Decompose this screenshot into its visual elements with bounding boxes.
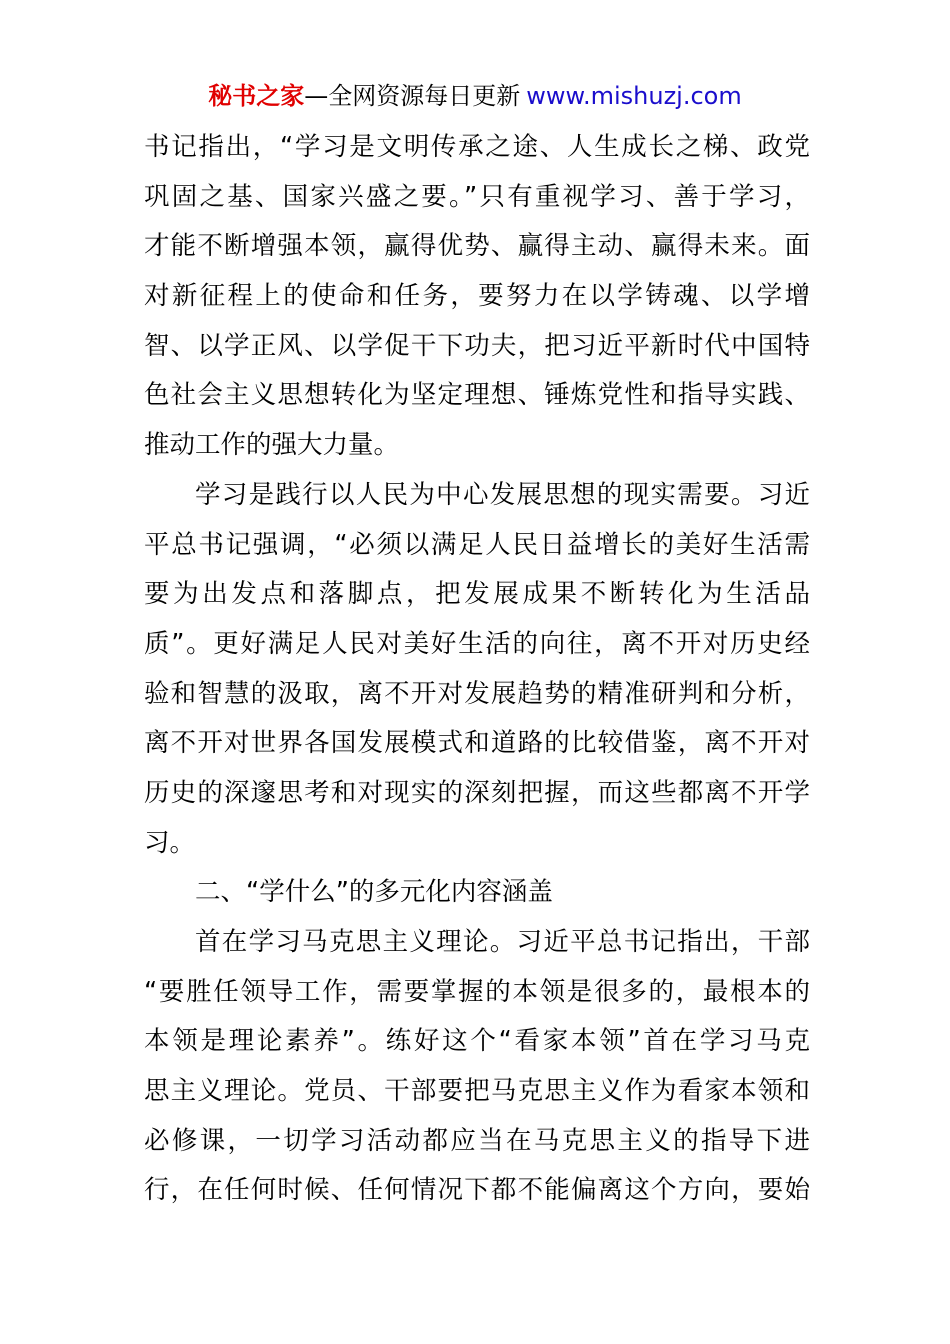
text-line: 要为出发点和落脚点，把发展成果不断转化为生活品 bbox=[144, 579, 810, 610]
text-line: 推动工作的强大力量。 bbox=[144, 430, 400, 461]
text-line: 验和智慧的汲取，离不开对发展趋势的精准研判和分析， bbox=[144, 678, 810, 709]
text-line: 历史的深邃思考和对现实的深刻把握，而这些都离不开学 bbox=[144, 777, 810, 808]
site-header bbox=[0, 80, 950, 112]
text-line: 行，在任何时候、任何情况下都不能偏离这个方向，要始 bbox=[144, 1175, 810, 1206]
text-line: 才能不断增强本领，赢得优势、赢得主动、赢得未来。面 bbox=[144, 231, 810, 262]
text-line: 本领是理论素养”。练好这个“看家本领”首在学习马克 bbox=[144, 1026, 810, 1057]
paragraph-start-line: 首在学习马克思主义理论。习近平总书记指出，干部 bbox=[195, 927, 810, 957]
text-line: 智、以学正风、以学促干下功夫，把习近平新时代中国特 bbox=[144, 330, 810, 361]
document-body bbox=[144, 123, 810, 1216]
text-line: 离不开对世界各国发展模式和道路的比较借鉴，离不开对 bbox=[144, 728, 810, 759]
text-line: 习。 bbox=[144, 827, 196, 858]
site-url[interactable]: www.mishuzj.com bbox=[526, 82, 742, 110]
header-tagline: —全网资源每日更新 bbox=[304, 82, 521, 110]
text-line: 必修课，一切学习活动都应当在马克思主义的指导下进 bbox=[144, 1125, 810, 1156]
text-line: “要胜任领导工作，需要掌握的本领是很多的，最根本的 bbox=[144, 976, 810, 1007]
text-line: 巩固之基、国家兴盛之要。”只有重视学习、善于学习， bbox=[144, 181, 810, 212]
text-line: 书记指出，“学习是文明传承之途、人生成长之梯、政党 bbox=[144, 132, 810, 162]
brand-name: 秘书之家 bbox=[208, 82, 305, 110]
text-line: 平总书记强调，“必须以满足人民日益增长的美好生活需 bbox=[144, 529, 810, 560]
text-line: 质”。更好满足人民对美好生活的向往，离不开对历史经 bbox=[144, 628, 810, 659]
paragraph-start-line: 学习是践行以人民为中心发展思想的现实需要。习近 bbox=[195, 479, 810, 510]
text-line: 思主义理论。党员、干部要把马克思主义作为看家本领和 bbox=[144, 1076, 810, 1107]
text-line: 对新征程上的使命和任务，要努力在以学铸魂、以学增 bbox=[144, 281, 810, 312]
section-heading: 二、“学什么”的多元化内容涵盖 bbox=[195, 877, 553, 908]
text-line: 色社会主义思想转化为坚定理想、锤炼党性和指导实践、 bbox=[144, 380, 810, 411]
